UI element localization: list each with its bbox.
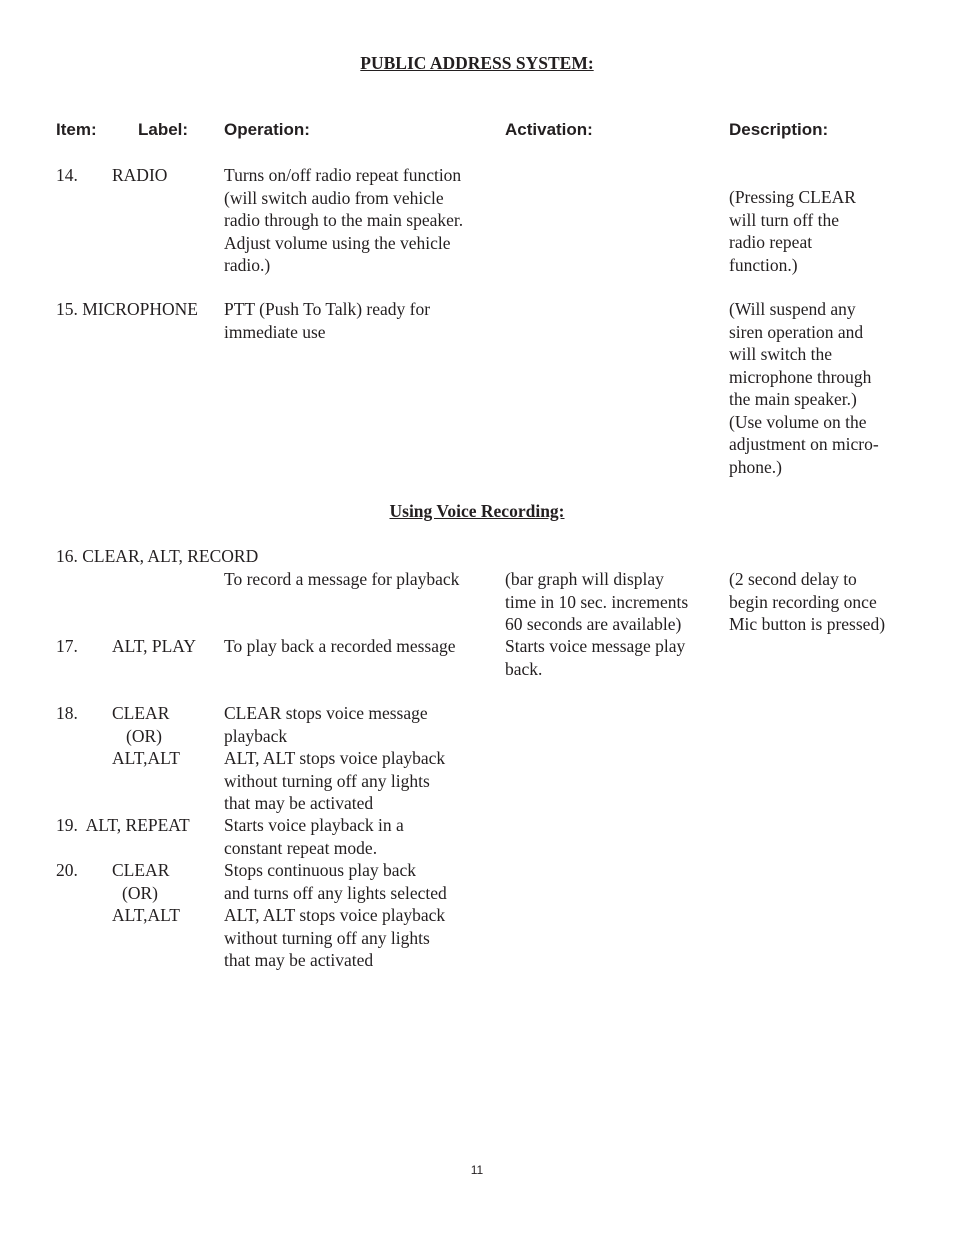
item-19-operation [224, 814, 404, 859]
text-line: playback [224, 725, 288, 746]
voice-recording-heading: Using Voice Recording: [389, 501, 565, 521]
page-number: 11 [470, 1163, 484, 1177]
item-17-number: 17. [56, 636, 78, 656]
text-line: radio through to the main speaker. [224, 210, 464, 230]
text-line: the main speaker.) [729, 389, 857, 409]
text-line: (Will suspend any [729, 299, 856, 319]
text-line: CLEAR [112, 703, 170, 723]
item-17-activation [505, 635, 685, 680]
text-line: PTT (Push To Talk) ready for [224, 299, 431, 319]
text-line: without turning off any lights [224, 927, 430, 948]
page-title: PUBLIC ADDRESS SYSTEM: [360, 53, 594, 73]
item-16-description [729, 568, 885, 636]
item-15-description [729, 298, 879, 478]
text-line: (Use volume on the [729, 411, 867, 432]
text-line: Mic button is pressed) [729, 614, 886, 634]
text-line: ALT, ALT stops voice playback [224, 748, 446, 768]
text-line: (Pressing CLEAR [729, 187, 856, 207]
text-line: that may be activated [224, 793, 374, 813]
item-14-number: 14. [56, 165, 78, 185]
text-line: will switch the [729, 344, 833, 364]
text-line: Adjust volume using the vehicle [224, 232, 451, 253]
item-14-description [729, 186, 856, 276]
header-operation: Operation: [224, 120, 310, 139]
item-15-operation [224, 298, 430, 343]
item-20-number: 20. [56, 860, 78, 880]
text-line: phone.) [729, 456, 782, 477]
text-line: Starts voice playback in a [224, 815, 404, 835]
text-line: function.) [729, 254, 798, 275]
text-line: siren operation and [729, 321, 864, 342]
item-16-operation: To record a message for playback [224, 569, 460, 589]
text-line: radio.) [224, 255, 271, 275]
text-line: Stops continuous play back [224, 860, 416, 880]
item-17-operation: To play back a recorded message [224, 636, 456, 656]
text-line: (OR) [126, 725, 162, 746]
text-line: (bar graph will display [505, 569, 664, 589]
item-20-label [112, 859, 180, 927]
header-activation: Activation: [505, 120, 593, 139]
text-line: CLEAR [112, 860, 170, 880]
item-19-label: 19. ALT, REPEAT [56, 815, 190, 835]
text-line: Starts voice message play [505, 636, 686, 656]
item-18-label [112, 702, 180, 770]
text-line: microphone through [729, 366, 872, 387]
item-18-number: 18. [56, 703, 78, 723]
item-17-label: ALT, PLAY [112, 636, 196, 656]
text-line: back. [505, 658, 543, 679]
text-line: 60 seconds are available) [505, 614, 682, 634]
text-line: CLEAR stops voice message [224, 703, 428, 723]
text-line: will turn off the [729, 209, 840, 230]
text-line: and turns off any lights selected [224, 882, 447, 903]
text-line: (2 second delay to [729, 569, 857, 589]
text-line: Turns on/off radio repeat function [224, 165, 462, 185]
header-description: Description: [729, 120, 829, 139]
item-18-operation [224, 702, 445, 815]
item-16-label: 16. CLEAR, ALT, RECORD [56, 546, 259, 566]
text-line: ALT,ALT [112, 905, 180, 925]
text-line: without turning off any lights [224, 770, 430, 791]
item-14-operation [224, 164, 463, 277]
text-line: adjustment on micro- [729, 434, 879, 454]
header-label: Label: [138, 120, 189, 139]
item-14-label: RADIO [112, 165, 168, 185]
text-line: immediate use [224, 321, 326, 342]
text-line: that may be activated [224, 950, 374, 970]
item-15-label: 15. MICROPHONE [56, 299, 198, 319]
item-20-operation [224, 859, 447, 972]
text-line: time in 10 sec. increments [505, 591, 689, 612]
text-line: begin recording once [729, 591, 877, 612]
item-16-activation [505, 568, 688, 636]
text-line: (will switch audio from vehicle [224, 187, 444, 208]
text-line: ALT,ALT [112, 748, 180, 768]
text-line: constant repeat mode. [224, 837, 378, 858]
text-line: radio repeat [729, 232, 813, 252]
text-line: ALT, ALT stops voice playback [224, 905, 446, 925]
header-item: Item: [56, 120, 97, 139]
text-line: (OR) [122, 882, 158, 903]
